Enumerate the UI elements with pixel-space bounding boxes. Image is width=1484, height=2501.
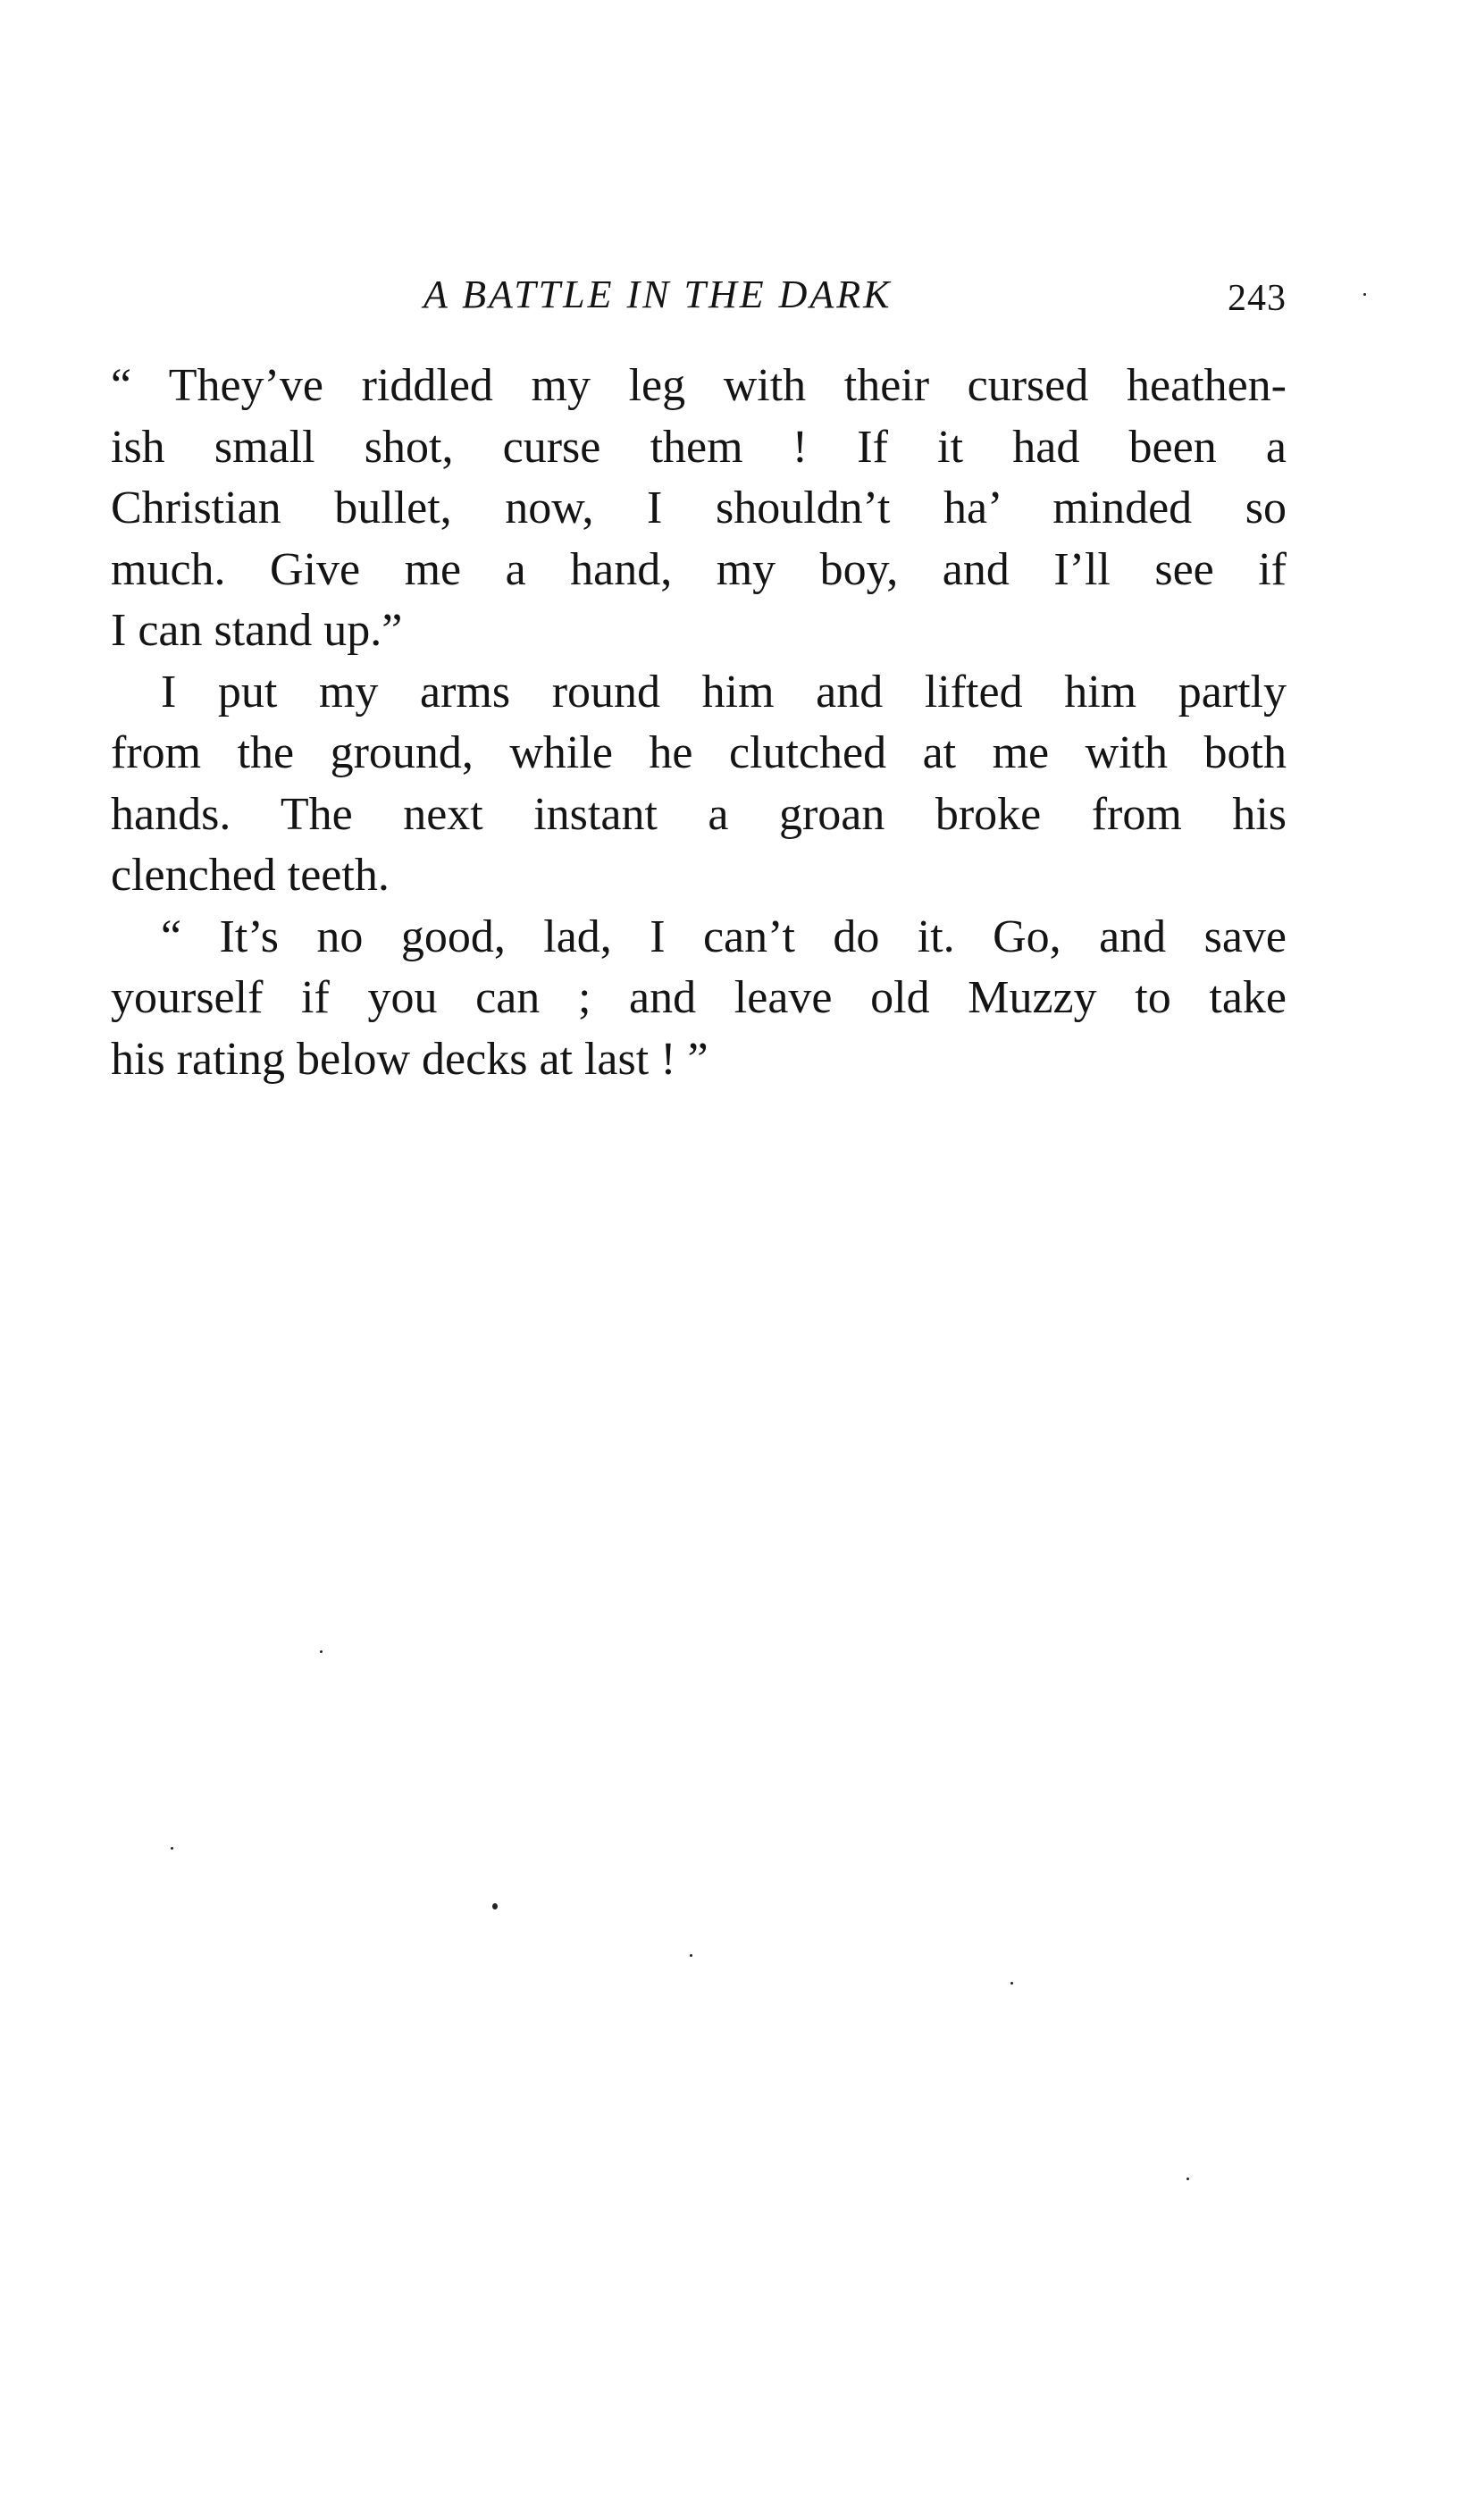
- text-line: clenched teeth.: [111, 850, 390, 901]
- text-line: from the ground, while he clutched at me with both: [111, 727, 1287, 778]
- scan-speck: [1010, 1982, 1013, 1985]
- page-number: 243: [1228, 278, 1287, 319]
- text-line: Christian bullet, now, I shouldn’t ha’ minded so: [111, 483, 1287, 533]
- running-title: A BATTLE IN THE DARK: [423, 273, 893, 316]
- body-text: [111, 356, 1287, 1090]
- scan-speck: [690, 1954, 692, 1957]
- text-line: “ They’ve riddled my leg with their cursed heathen-: [111, 360, 1287, 411]
- text-line: much. Give me a hand, my boy, and I’ll see if: [111, 543, 1287, 595]
- text-line: hands. The next instant a groan broke from his: [111, 788, 1287, 840]
- scan-speck: [320, 1650, 323, 1653]
- text-line: ish small shot, curse them ! If it had been a: [111, 421, 1287, 473]
- scan-speck: [1363, 293, 1366, 296]
- scan-speck: [1186, 2178, 1189, 2180]
- text-line: “ It’s no good, lad, I can’t do it. Go, and save: [161, 911, 1287, 962]
- scan-speck: [171, 1847, 173, 1850]
- text-line: yourself if you can ; and leave old Muzzy to take: [111, 972, 1287, 1023]
- scan-speck: [492, 1903, 498, 1909]
- text-line: his rating below decks at last ! ”: [111, 1033, 708, 1085]
- text-line: I can stand up.”: [111, 605, 403, 656]
- text-line: I put my arms round him and lifted him partly: [161, 666, 1287, 718]
- running-head: [111, 268, 1287, 322]
